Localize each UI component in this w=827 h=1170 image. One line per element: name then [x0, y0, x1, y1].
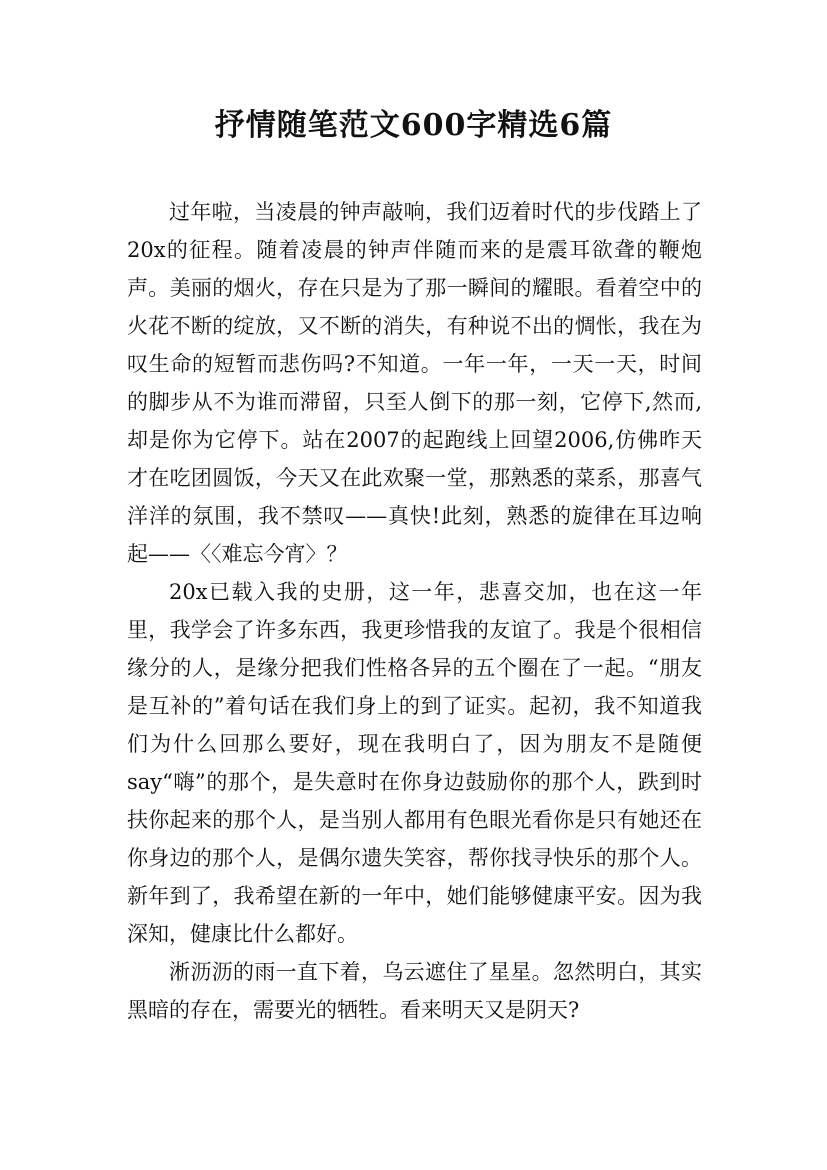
paragraph-3: 淅沥沥的雨一直下着，乌云遮住了星星。忽然明白，其实黑暗的存在，需要光的牺牲。看来明天又是阴天? [127, 960, 702, 1022]
paragraph-2: 20x已载入我的史册，这一年，悲喜交加，也在这一年里，我学会了许多东西，我更珍惜我的友谊了。我是个很相信缘分的人，是缘分把我们性格各异的五个圈在了一起。“朋友是互补的”着句话在我们身上的到了证实。起初，我不知道我们为什么回那么要好，现在我明白了，因为朋友不是随便say“嗨”的那个，是失意时在你身边鼓励你的那个人，跌到时扶你起来的那个人，是当别人都用有色眼光看你是只有她还在你身边的那个人，是偶尔遗失笑容，帮你找寻快乐的那个人。新年到了，我希望在新的一年中，她们能够健康平安。因为我深知，健康比什么都好。 [127, 580, 702, 946]
paragraph-1: 过年啦，当凌晨的钟声敲响，我们迈着时代的步伐踏上了20x的征程。随着凌晨的钟声伴随而来的是震耳欲聋的鞭炮声。美丽的烟火，存在只是为了那一瞬间的耀眼。看着空中的火花不断的绽放，又不断的消失，有种说不出的惆怅，我在为叹生命的短暂而悲伤吗?不知道。一年一年，一天一天，时间的脚步从不为谁而滞留，只至人倒下的那一刻，它停下,然而,却是你为它停下。站在2007的起跑线上回望2006,仿佛昨天才在吃团圆饭，今天又在此欢聚一堂，那熟悉的菜系，那喜气洋洋的氛围，我不禁叹——真快!此刻，熟悉的旋律在耳边响起——〈〈难忘今宵〉？ [127, 200, 702, 566]
document-body [127, 193, 702, 1029]
document-title: 抒情随笔范文600字精选6篇 [214, 108, 613, 143]
